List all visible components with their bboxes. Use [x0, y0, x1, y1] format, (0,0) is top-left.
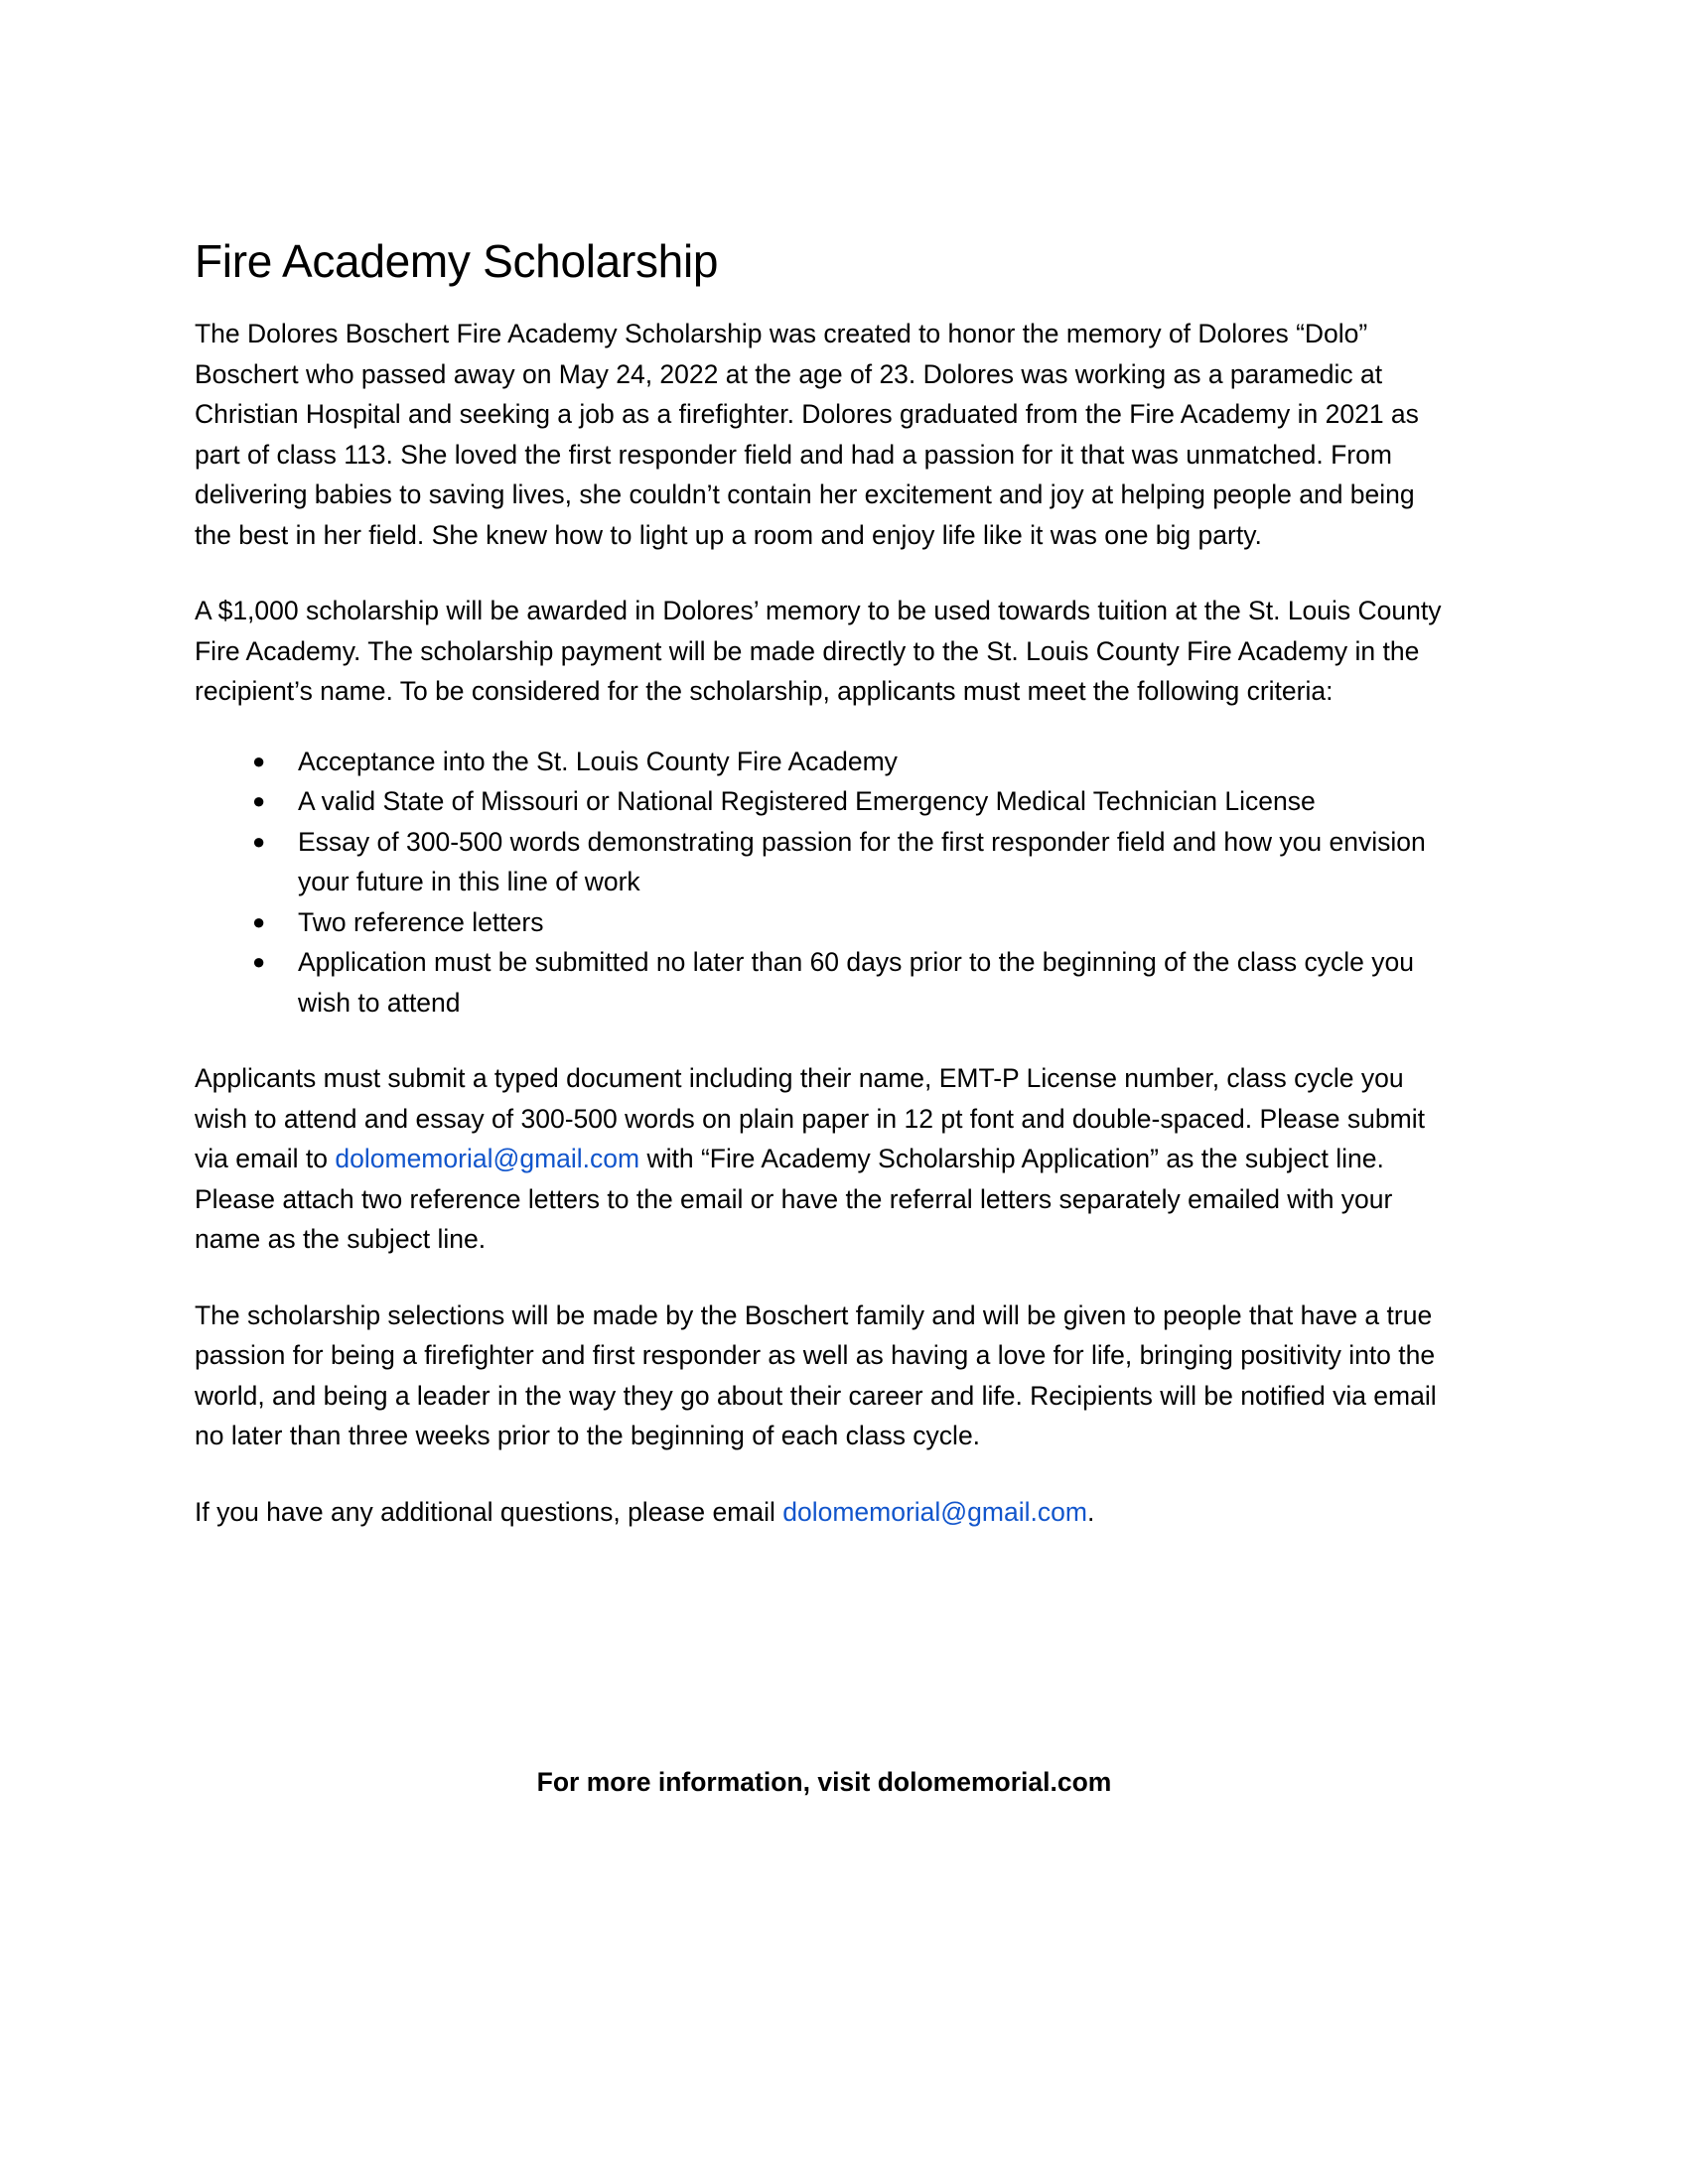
questions-paragraph — [195, 1492, 1454, 1533]
list-item — [195, 942, 1454, 1023]
list-item — [195, 781, 1454, 822]
email-link-questions[interactable]: dolomemorial@gmail.com — [782, 1496, 1087, 1527]
bullet-icon: ● — [252, 828, 266, 854]
intro-paragraph: The Dolores Boschert Fire Academy Scholarship was created to honor the memory of Dolores “Dolo” Boschert who passed away on May 24, 2022 at the age of 23. Dolores was working as a paramedic at Christian Hospital and seeking a job as a firefighter. Dolores graduated from the Fire Academy in 2021 as part of class 113. She loved the first responder field and had a passion for it that was unmatched. From delivering babies to saving lives, she couldn’t contain her excitement and joy at helping people and being the best in her field. She knew how to light up a room and enjoy life like it was one big party. — [195, 319, 1419, 550]
bullet-icon: ● — [252, 748, 266, 773]
email-link-submission[interactable]: dolomemorial@gmail.com — [335, 1144, 640, 1174]
award-details-paragraph: A $1,000 scholarship will be awarded in Dolores’ memory to be used towards tuition at the St. Louis County Fire Academy. The scholarship payment will be made directly to the St. Louis County Fire Academy in the recipient’s name. To be considered for the scholarship, applicants must meet the following criteria: — [195, 596, 1442, 707]
submission-text-after-email: with “Fire Academy Scholarship Application” as the subject line. Please attach two reference letters to the email or have the referral letters separately emailed with your name as the subject line. — [195, 1144, 1393, 1255]
criteria-list — [195, 742, 1454, 1024]
questions-text-after-email: . — [1086, 1496, 1095, 1527]
bullet-icon: ● — [252, 949, 266, 975]
document-body — [195, 234, 1454, 1568]
list-item — [195, 902, 1454, 943]
list-item-label: A valid State of Missouri or National Registered Emergency Medical Technician License — [298, 786, 1316, 817]
list-item-label: Acceptance into the St. Louis County Fire Academy — [298, 746, 898, 776]
list-item — [195, 822, 1454, 902]
page-title: Fire Academy Scholarship — [195, 235, 719, 287]
submission-text-before-email: Applicants must submit a typed document including their name, EMT-P License number, class cycle you wish to attend and essay of 300-500 words on plain paper in 12 pt font and double-spaced. Please submit via email to — [195, 1063, 1425, 1174]
selection-criteria-paragraph: The scholarship selections will be made by the Boschert family and will be given to people that have a true passion for being a firefighter and first responder as well as having a love for life, bringing positivity into the world, and being a leader in the way they go about their career and life. Recipients will be notified via email no later than three weeks prior to the beginning of each class cycle. — [195, 1299, 1437, 1451]
bullet-icon: ● — [252, 788, 266, 814]
footer-more-information: For more information, visit dolomemorial.com — [536, 1767, 1112, 1797]
list-item-label: Application must be submitted no later than 60 days prior to the beginning of the class cycle you wish to attend — [298, 947, 1414, 1018]
list-item-label: Essay of 300-500 words demonstrating passion for the first responder field and how you envision your future in this line of work — [298, 826, 1426, 897]
list-item-label: Two reference letters — [298, 906, 544, 937]
questions-text-before-email: If you have any additional questions, please email — [195, 1496, 783, 1527]
submission-instructions-paragraph — [195, 1058, 1454, 1260]
list-item — [195, 742, 1454, 782]
bullet-icon: ● — [252, 908, 266, 934]
